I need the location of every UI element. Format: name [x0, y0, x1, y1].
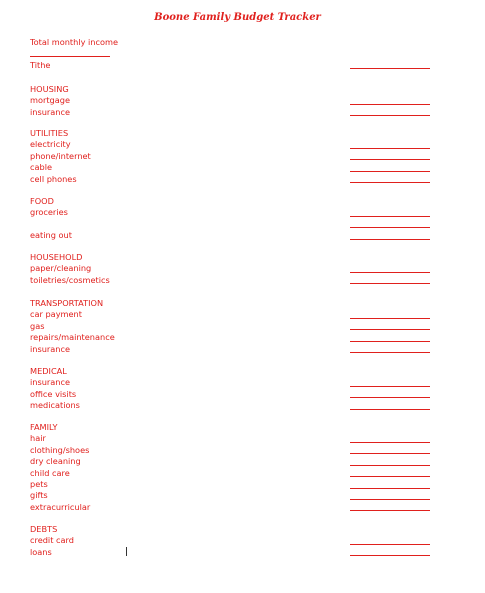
amount-entry-line[interactable] — [350, 453, 430, 454]
budget-item-label: cable — [30, 162, 53, 173]
budget-item-label: extracurricular — [30, 501, 91, 512]
budget-item-label: office visits — [30, 388, 77, 399]
document-title: Boone Family Budget Tracker — [154, 12, 321, 23]
amount-entry-line[interactable] — [350, 329, 430, 330]
section-heading-medical: MEDICAL — [30, 366, 67, 376]
section-heading-family: FAMILY — [30, 422, 58, 432]
budget-item-label: insurance — [30, 343, 71, 354]
tithe-label: Tithe — [30, 60, 51, 70]
budget-item-label: repairs/maintenance — [30, 332, 115, 343]
budget-item-label: eating out — [30, 230, 72, 241]
budget-item-label: car payment — [30, 309, 82, 320]
budget-item-label: paper/cleaning — [30, 263, 92, 274]
budget-item-label: mortgage — [30, 95, 71, 106]
amount-entry-line[interactable] — [350, 272, 430, 273]
budget-item-label: clothing/shoes — [30, 444, 90, 455]
amount-entry-line[interactable] — [350, 171, 430, 172]
amount-entry-line[interactable] — [350, 104, 430, 105]
amount-entry-line[interactable] — [350, 283, 430, 284]
budget-item-label: insurance — [30, 106, 71, 117]
budget-item-label: insurance — [30, 377, 71, 388]
budget-item-label: dry cleaning — [30, 456, 81, 467]
amount-entry-line[interactable] — [350, 216, 430, 217]
amount-entry-line[interactable] — [350, 442, 430, 443]
amount-entry-line[interactable] — [350, 409, 430, 410]
budget-item-label: child care — [30, 467, 70, 478]
amount-entry-line[interactable] — [350, 227, 430, 228]
section-heading-food: FOOD — [30, 196, 54, 206]
section-heading-household: HOUSEHOLD — [30, 252, 83, 262]
budget-item-label: toiletries/cosmetics — [30, 274, 110, 285]
budget-item-label: phone/internet — [30, 150, 91, 161]
amount-entry-line[interactable] — [350, 499, 430, 500]
amount-entry-line[interactable] — [350, 159, 430, 160]
budget-item-label: hair — [30, 433, 46, 444]
amount-entry-line[interactable] — [350, 239, 430, 240]
amount-entry-line[interactable] — [350, 544, 430, 545]
amount-entry-line[interactable] — [350, 341, 430, 342]
amount-entry-line[interactable] — [350, 488, 430, 489]
amount-entry-line[interactable] — [350, 397, 430, 398]
amount-entry-line[interactable] — [350, 182, 430, 183]
tithe-entry-line[interactable] — [350, 68, 430, 69]
income-entry-line[interactable] — [30, 56, 110, 57]
amount-entry-line[interactable] — [350, 318, 430, 319]
amount-entry-line[interactable] — [350, 352, 430, 353]
text-cursor — [126, 547, 127, 556]
budget-item-label: cell phones — [30, 173, 77, 184]
amount-entry-line[interactable] — [350, 555, 430, 556]
budget-item-label: gas — [30, 320, 45, 331]
budget-item-label: electricity — [30, 139, 71, 150]
amount-entry-line[interactable] — [350, 386, 430, 387]
section-heading-housing: HOUSING — [30, 84, 69, 94]
income-label: Total monthly income — [30, 37, 119, 47]
amount-entry-line[interactable] — [350, 476, 430, 477]
section-heading-utilities: UTILITIES — [30, 128, 69, 138]
budget-item-label: loans — [30, 546, 52, 557]
budget-item-label: gifts — [30, 490, 48, 501]
section-heading-debts: DEBTS — [30, 524, 58, 534]
budget-item-label: pets — [30, 479, 48, 489]
budget-item-label: credit card — [30, 535, 74, 546]
section-heading-transportation: TRANSPORTATION — [30, 298, 104, 308]
amount-entry-line[interactable] — [350, 148, 430, 149]
budget-item-label: groceries — [30, 207, 68, 218]
budget-item-label: medications — [30, 400, 80, 411]
amount-entry-line[interactable] — [350, 115, 430, 116]
amount-entry-line[interactable] — [350, 465, 430, 466]
amount-entry-line[interactable] — [350, 510, 430, 511]
